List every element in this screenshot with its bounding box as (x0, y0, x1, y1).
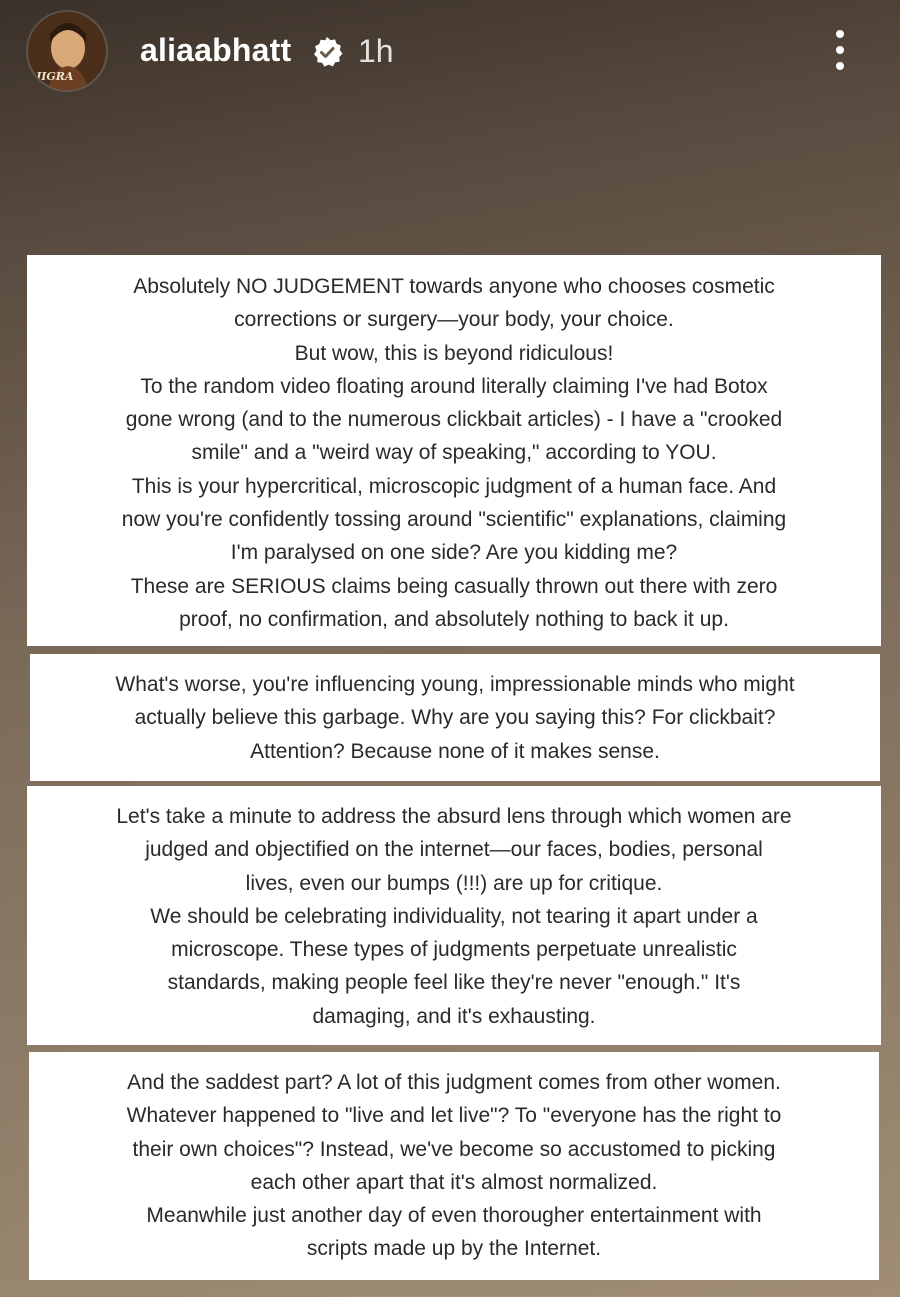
avatar-logo-text: JIGRA (36, 70, 74, 83)
text-card-3 (27, 786, 881, 1045)
text-line: Attention? Because none of it makes sense. (250, 739, 660, 763)
story-header (0, 0, 900, 110)
timestamp: 1h (358, 33, 394, 69)
text-line: These are SERIOUS claims being casually thrown out there with zero (130, 574, 778, 598)
text-line: Let's take a minute to address the absurd lens through which women are (116, 805, 792, 828)
text-line: And the saddest part? A lot of this judgment comes from other women. (127, 1071, 781, 1094)
text-line: Whatever happened to "live and let live"? To "everyone has the right to (126, 1104, 782, 1128)
text-line: each other apart that it's almost normalized. (250, 1170, 658, 1194)
avatar-image (28, 12, 106, 90)
text-line: We should be celebrating individuality, not tearing it apart under a (150, 904, 758, 928)
text-line: lives, even our bumps (!!!) are up for critique. (245, 871, 663, 895)
text-line: Absolutely NO JUDGEMENT towards anyone who chooses cosmetic (133, 275, 775, 298)
text-line: damaging, and it's exhausting. (312, 1004, 596, 1028)
text-line: To the random video floating around literally claiming I've had Botox (140, 374, 768, 398)
text-line: But wow, this is beyond ridiculous! (294, 341, 614, 365)
text-line: scripts made up by the Internet. (306, 1237, 602, 1261)
text-line: What's worse, you're influencing young, impressionable minds who might (115, 673, 795, 696)
verified-badge-icon (311, 36, 343, 68)
text-line: gone wrong (and to the numerous clickbait articles) - I have a "crooked (125, 408, 783, 432)
text-line: their own choices"? Instead, we've become so accustomed to picking (132, 1137, 776, 1161)
text-card-1 (27, 255, 881, 646)
text-line: This is your hypercritical, microscopic judgment of a human face. And (131, 474, 777, 498)
text-line: now you're confidently tossing around "scientific" explanations, claiming (121, 508, 787, 532)
profile-avatar[interactable] (28, 12, 106, 90)
text-line: actually believe this garbage. Why are you saying this? For clickbait? (134, 706, 776, 730)
text-card-4 (29, 1052, 879, 1280)
text-card-2 (30, 654, 880, 781)
text-line: microscope. These types of judgments perpetuate unrealistic (171, 938, 737, 962)
text-line: smile" and a "weird way of speaking," according to YOU. (191, 441, 717, 465)
text-line: corrections or surgery—your body, your choice. (234, 308, 674, 332)
text-line: proof, no confirmation, and absolutely nothing to back it up. (179, 607, 729, 631)
more-options-icon[interactable] (822, 26, 858, 76)
text-line: judged and objectified on the internet—our faces, bodies, personal (145, 838, 763, 862)
username[interactable]: aliaabhatt (140, 32, 292, 68)
text-line: I'm paralysed on one side? Are you kidding me? (230, 541, 678, 565)
text-line: Meanwhile just another day of even thorougher entertainment with (146, 1204, 762, 1228)
text-line: standards, making people feel like they're never "enough." It's (167, 971, 741, 995)
